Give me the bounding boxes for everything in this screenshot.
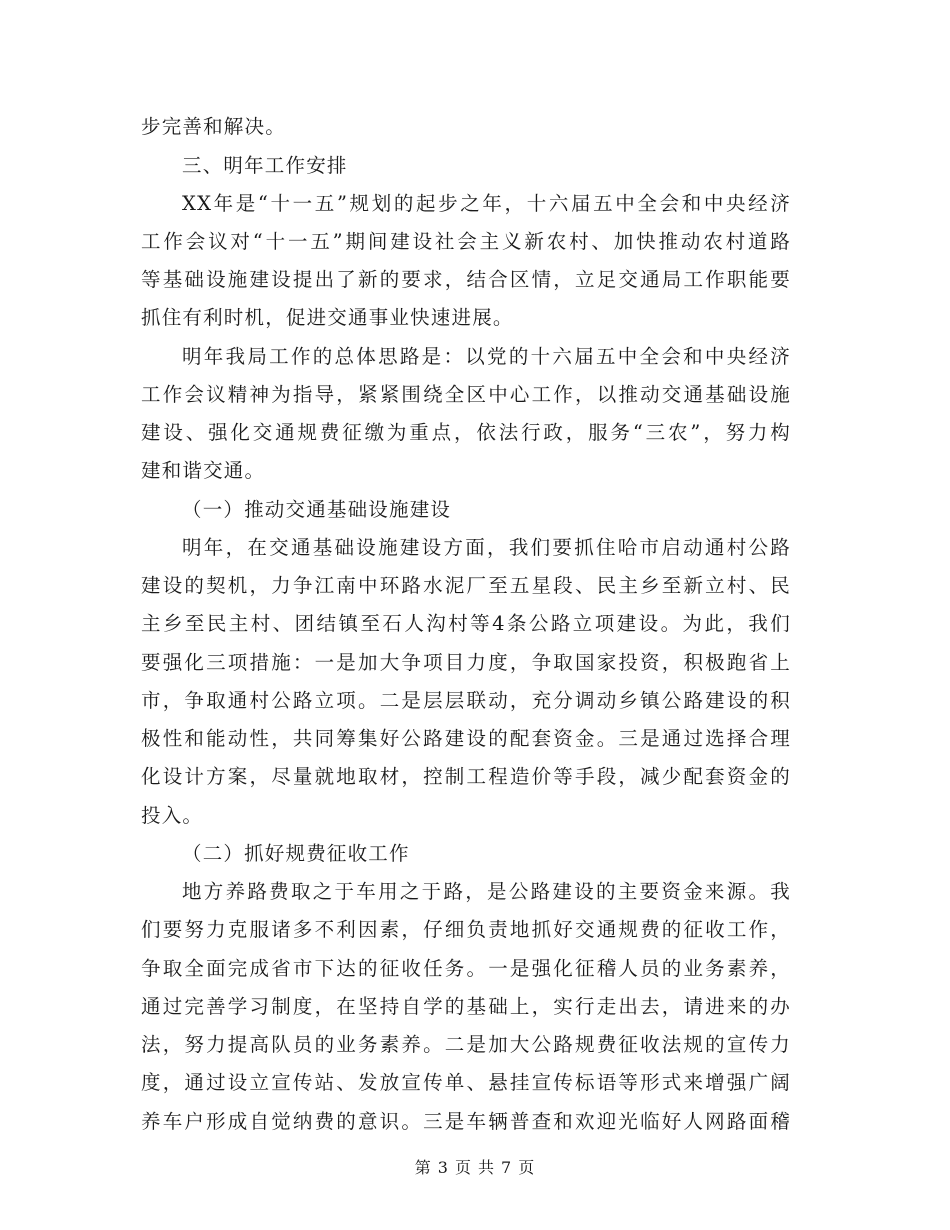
- paragraph-line: 要强化三项措施：一是加大争项目力度，争取国家投资，积极跑省上: [141, 651, 791, 674]
- paragraph-line: 建和谐交通。: [141, 459, 266, 482]
- page-footer: [0, 1155, 950, 1178]
- subsection-heading: （二）抓好规费征收工作: [182, 842, 410, 865]
- paragraph-line: 抓住有利时机，促进交通事业快速进展。: [141, 306, 514, 329]
- paragraph-line: 步完善和解决。: [141, 115, 286, 138]
- paragraph-line: 建设、强化交通规费征缴为重点，依法行政，服务“三农”，努力构: [141, 421, 791, 444]
- footer-ye2: 页: [518, 1158, 536, 1177]
- paragraph-line: 通过完善学习制度，在坚持自学的基础上，实行走出去，请进来的办: [141, 995, 791, 1018]
- paragraph-line: 工作会议精神为指导，紧紧围绕全区中心工作，以推动交通基础设施: [141, 383, 791, 406]
- paragraph-line: 等基础设施建设提出了新的要求，结合区情，立足交通局工作职能要: [141, 268, 791, 291]
- subsection-heading: （一）推动交通基础设施建设: [182, 498, 452, 521]
- paragraph-line: 明年我局工作的总体思路是：以党的十六届五中全会和中央经济: [182, 345, 791, 368]
- paragraph-line: 明年，在交通基础设施建设方面，我们要抓住哈市启动通村公路: [182, 536, 791, 559]
- footer-ye: 页: [454, 1158, 472, 1177]
- paragraph-line: 养车户形成自觉纳费的意识。三是车辆普查和欢迎光临好人网路面稽: [141, 1110, 791, 1133]
- paragraph-line: 建设的契机，力争江南中环路水泥厂至五星段、民主乡至新立村、民: [141, 574, 791, 597]
- paragraph-line: XX年是“十一五”规划的起步之年，十六届五中全会和中央经济: [182, 192, 791, 215]
- current-page-number: 3: [437, 1158, 449, 1177]
- section-heading: 三、明年工作安排: [182, 154, 348, 177]
- footer-gong: 共: [478, 1158, 496, 1177]
- paragraph-line: 度，通过设立宣传站、发放宣传单、悬挂宣传标语等形式来增强广阔: [141, 1071, 791, 1094]
- paragraph-line: 主乡至民主村、团结镇至石人沟村等4条公路立项建设。为此，我们: [141, 612, 791, 635]
- paragraph-line: 市，争取通村公路立项。二是层层联动，充分调动乡镇公路建设的积: [141, 689, 791, 712]
- paragraph-line: 法，努力提高队员的业务素养。二是加大公路规费征收法规的宣传力: [141, 1033, 791, 1056]
- paragraph-line: 们要努力克服诸多不利因素，仔细负责地抓好交通规费的征收工作，: [141, 918, 791, 941]
- paragraph-line: 化设计方案，尽量就地取材，控制工程造价等手段，减少配套资金的: [141, 765, 791, 788]
- footer-di: 第: [414, 1158, 432, 1177]
- paragraph-line: 极性和能动性，共同筹集好公路建设的配套资金。三是通过选择合理: [141, 727, 791, 750]
- paragraph-line: 争取全面完成省市下达的征收任务。一是强化征稽人员的业务素养，: [141, 957, 791, 980]
- total-page-count: 7: [501, 1158, 513, 1177]
- paragraph-line: 工作会议对“十一五”期间建设社会主义新农村、加快推动农村道路: [141, 230, 791, 253]
- paragraph-line: 地方养路费取之于车用之于路，是公路建设的主要资金来源。我: [182, 880, 791, 903]
- paragraph-line: 投入。: [141, 804, 204, 827]
